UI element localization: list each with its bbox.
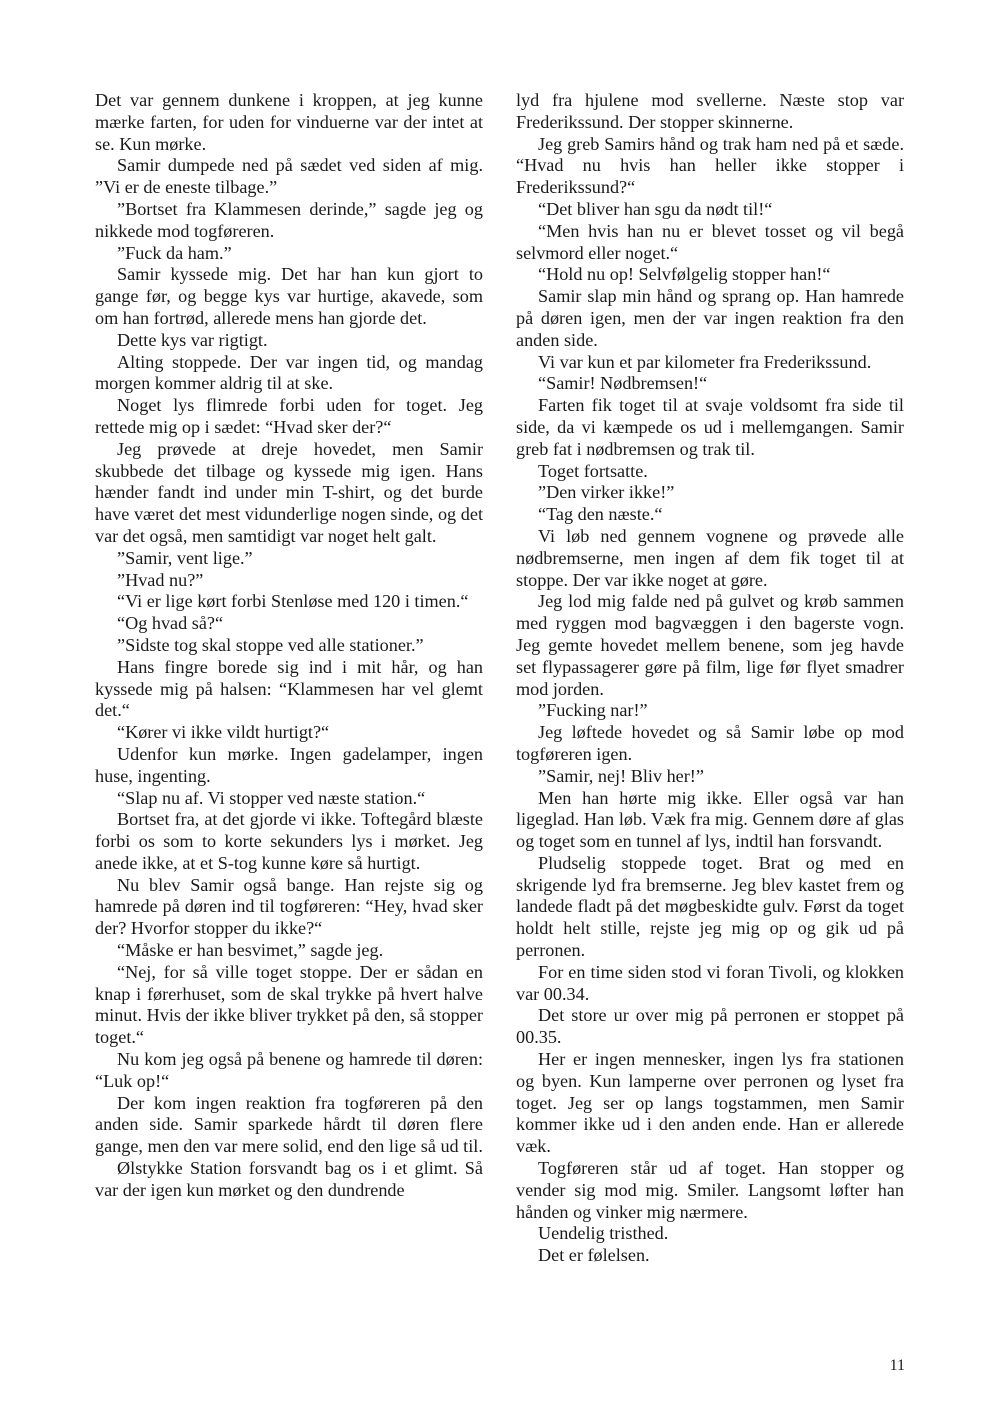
paragraph: Jeg prøvede at dreje hovedet, men Samir skubbede det tilbage og kyssede mig igen. Hans hænder fandt ind under min T-shirt, og det burde have været det mest vidunderlige nogen sinde, og det var det også, men samtidigt var noget helt galt. xyxy=(95,438,483,546)
paragraph: “Måske er han besvimet,” sagde jeg. xyxy=(117,940,384,961)
paragraph: Jeg lod mig falde ned på gulvet og krøb sammen med ryggen mod bagvæggen i den bagerste vogn. Jeg gemte hovedet mellem benene, som jeg havde set flypassagerer gøre på film, lige før flyet smadrer mod jorden. xyxy=(516,591,904,699)
paragraph: “Det bliver han sgu da nødt til!“ xyxy=(538,198,773,219)
paragraph: Udenfor kun mørke. Ingen gadelamper, ingen huse, ingenting. xyxy=(95,743,483,786)
paragraph: ”Fucking nar!” xyxy=(538,700,648,721)
paragraph: Samir kyssede mig. Det har han kun gjort to gange før, og begge kys var hurtige, akavede, som om han fortrød, allerede mens han gjorde det. xyxy=(95,264,483,328)
paragraph: “Kører vi ikke vildt hurtigt?“ xyxy=(117,722,330,743)
paragraph: Jeg greb Samirs hånd og trak ham ned på et sæde. “Hvad nu hvis han heller ikke stopper i Frederikssund?“ xyxy=(516,133,904,198)
paragraph: “Men hvis han nu er blevet tosset og vil begå selvmord eller noget.“ xyxy=(516,220,904,263)
left-text-column xyxy=(95,90,483,1202)
paragraph: For en time siden stod vi foran Tivoli, og klokken var 00.34. xyxy=(516,961,904,1004)
paragraph: ”Den virker ikke!” xyxy=(538,482,675,503)
paragraph: ”Sidste tog skal stoppe ved alle stationer.” xyxy=(117,634,424,655)
paragraph: Men han hørte mig ikke. Eller også var han ligeglad. Han løb. Væk fra mig. Gennem døre af glas og toget som en tunnel af lys, indtil han forsvandt. xyxy=(516,787,904,852)
paragraph: Jeg løftede hovedet og så Samir løbe op mod togføreren igen. xyxy=(516,722,904,764)
paragraph: “Hold nu op! Selvfølgelig stopper han!“ xyxy=(538,264,831,285)
paragraph: ”Fuck da ham.” xyxy=(117,242,232,263)
paragraph: “Samir! Nødbremsen!“ xyxy=(538,373,708,394)
paragraph: Farten fik toget til at svaje voldsomt fra side til side, da vi kæmpede os ud i mellemgangen. Samir greb fat i nødbremsen og trak til. xyxy=(516,395,904,459)
paragraph: Her er ingen mennesker, ingen lys fra stationen og byen. Kun lamperne over perronen og lyset fra toget. Jeg ser op langs togstammen, men Samir kommer ikke ud i den anden ende. Han er allerede væk. xyxy=(516,1049,904,1157)
paragraph: ”Bortset fra Klammesen derinde,” sagde jeg og nikkede mod togføreren. xyxy=(95,198,483,241)
paragraph: Det store ur over mig på perronen er stoppet på 00.35. xyxy=(516,1005,904,1048)
paragraph: Det var gennem dunkene i kroppen, at jeg kunne mærke farten, for uden for vinduerne var der intet at se. Kun mørke. xyxy=(95,90,483,154)
paragraph: Nu kom jeg også på benene og hamrede til døren: “Luk op!“ xyxy=(95,1049,483,1091)
paragraph: Nu blev Samir også bange. Han rejste sig og hamrede på døren ind til togføreren: “Hey, hvad sker der? Hvorfor stopper du ikke?“ xyxy=(95,874,483,939)
paragraph: Der kom ingen reaktion fra togføreren på den anden side. Samir sparkede hårdt til døren flere gange, men den var mere solid, end den lige så ud til. xyxy=(95,1092,483,1157)
paragraph: Hans fingre borede sig ind i mit hår, og han kyssede mig på halsen: “Klammesen har vel glemt det.“ xyxy=(95,656,483,721)
paragraph: Noget lys flimrede forbi uden for toget. Jeg rettede mig op i sædet: “Hvad sker der?“ xyxy=(95,395,483,437)
paragraph: ”Samir, nej! Bliv her!” xyxy=(538,765,704,786)
paragraph: Vi løb ned gennem vognene og prøvede alle nødbremserne, men ingen af dem fik toget til at stoppe. Der var ikke noget at gøre. xyxy=(516,525,904,590)
paragraph: “Vi er lige kørt forbi Stenløse med 120 i timen.“ xyxy=(117,591,469,612)
paragraph: Pludselig stoppede toget. Brat og med en skrigende lyd fra bremserne. Jeg blev kastet frem og landede fladt på det møgbeskidte gulv. Først da toget holdt helt stille, rejste jeg mig op og gik ud på perronen. xyxy=(516,852,904,961)
right-text-column xyxy=(516,90,904,1267)
paragraph: “Tag den næste.“ xyxy=(538,504,663,525)
paragraph: “Slap nu af. Vi stopper ved næste station.“ xyxy=(117,787,426,808)
paragraph: Uendelig tristhed. xyxy=(538,1223,669,1244)
paragraph: Det er følelsen. xyxy=(538,1245,650,1266)
paragraph: Dette kys var rigtigt. xyxy=(117,329,268,350)
paragraph: Alting stoppede. Der var ingen tid, og mandag morgen kommer aldrig til at ske. xyxy=(95,351,483,394)
paragraph: ”Hvad nu?” xyxy=(117,569,204,590)
paragraph: Toget fortsatte. xyxy=(538,460,648,481)
paragraph: “Og hvad så?“ xyxy=(117,613,224,634)
paragraph: Samir slap min hånd og sprang op. Han hamrede på døren igen, men der var ingen reaktion fra den anden side. xyxy=(516,286,904,350)
paragraph: “Nej, for så ville toget stoppe. Der er sådan en knap i førerhuset, som de skal trykke på hvert halve minut. Hvis der ikke bliver trykket på den, så stopper toget.“ xyxy=(95,961,483,1048)
paragraph: lyd fra hjulene mod svellerne. Næste stop var Frederikssund. Der stopper skinnerne. xyxy=(516,90,904,132)
paragraph: Bortset fra, at det gjorde vi ikke. Toftegård blæste forbi os som to korte sekunders lys i mørket. Jeg anede ikke, at et S-tog kunne køre så hurtigt. xyxy=(95,809,483,873)
paragraph: Vi var kun et par kilometer fra Frederikssund. xyxy=(538,351,872,372)
paragraph: ”Samir, vent lige.” xyxy=(117,547,253,568)
paragraph: Samir dumpede ned på sædet ved siden af mig. ”Vi er de eneste tilbage.” xyxy=(95,155,483,198)
page-number: 11 xyxy=(889,1357,905,1374)
paragraph: Ølstykke Station forsvandt bag os i et glimt. Så var der igen kun mørket og den dundrende xyxy=(95,1158,483,1200)
paragraph: Togføreren står ud af toget. Han stopper og vender sig mod mig. Smiler. Langsomt løfter han hånden og vinker mig nærmere. xyxy=(516,1158,904,1222)
